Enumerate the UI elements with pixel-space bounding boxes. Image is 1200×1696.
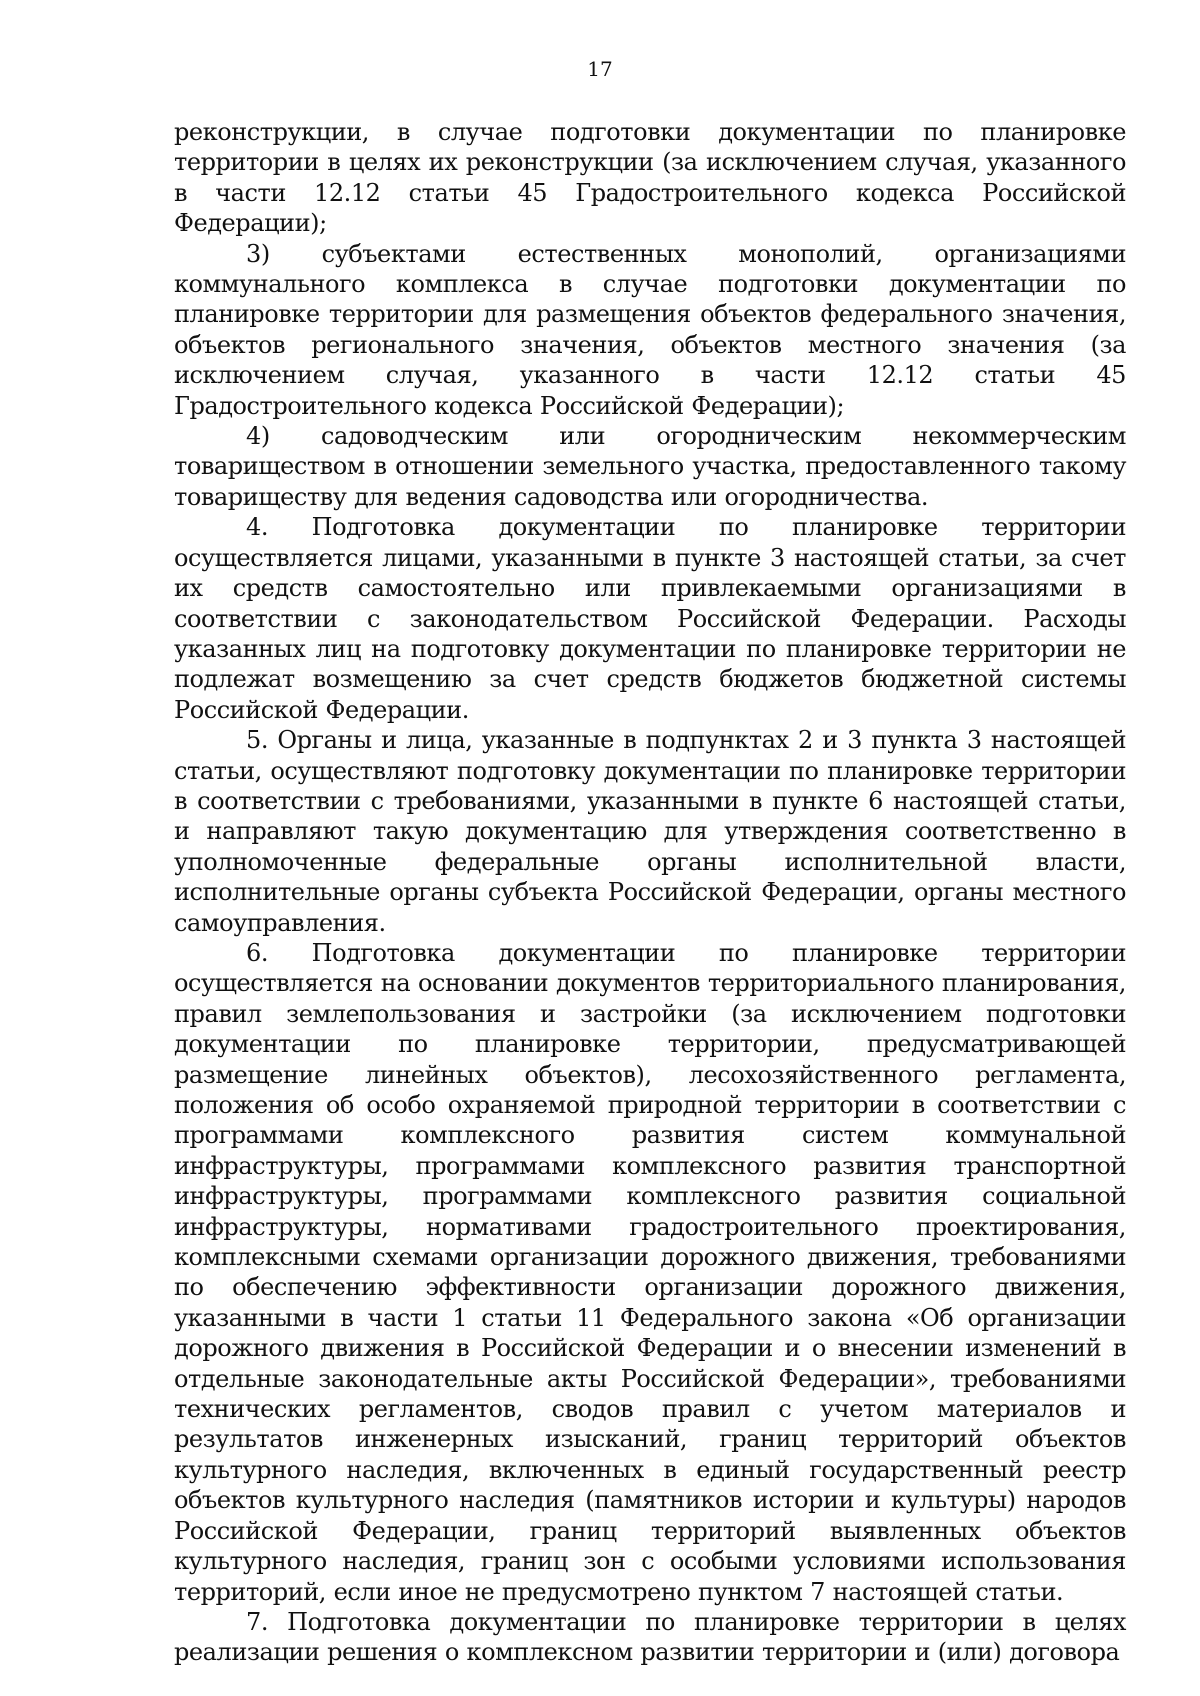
paragraph-clause-4: 4. Подготовка документации по планировке территории осуществляется лицами, указанными в пункте 3 настоящей статьи, за счет их средств самостоятельно или привлекаемыми организациями в соответствии с законодательством Российской Федерации. Расходы указанных лиц на подготовку документации по планировке территории не подлежат возмещению за счет средств бюджетов бюджетной системы Российской Федерации. xyxy=(174,513,1126,724)
paragraph-clause-5: 5. Органы и лица, указанные в подпунктах 2 и 3 пункта 3 настоящей статьи, осуществляют подготовку документации по планировке территории в соответствии с требованиями, указанными в пункте 6 настоящей статьи, и направляют такую документацию для утверждения соответственно в уполномоченные федеральные органы исполнительной власти, исполнительные органы субъекта Российской Федерации, органы местного самоуправления. xyxy=(174,726,1126,937)
page-number: 17 xyxy=(587,57,613,81)
paragraph-clause-6: 6. Подготовка документации по планировке территории осуществляется на основании документов территориального планирования, правил землепользования и застройки (за исключением подготовки документации по планировке территории, предусматривающей размещение линейных объектов), лесохозяйственного регламента, положения об особо охраняемой природной территории в соответствии с программами комплексного развития систем коммунальной инфраструктуры, программами комплексного развития транспортной инфраструктуры, программами комплексного развития социальной инфраструктуры, нормативами градостроительного проектирования, комплексными схемами организации дорожного движения, требованиями по обеспечению эффективности организации дорожного движения, указанными в части 1 статьи 11 Федерального закона «Об организации дорожного движения в Российской Федерации и о внесении изменений в отдельные законодательные акты Российской Федерации», требованиями технических регламентов, сводов правил с учетом материалов и результатов инженерных изысканий, границ территорий объектов культурного наследия, включенных в единый государственный реестр объектов культурного наследия (памятников истории и культуры) народов Российской Федерации, границ территорий выявленных объектов культурного наследия, границ зон с особыми условиями использования территорий, если иное не предусмотрено пунктом 7 настоящей статьи. xyxy=(174,938,1126,1606)
paragraph-item-4: 4) садоводческим или огородническим некоммерческим товариществом в отношении земельного участка, предоставленного такому товариществу для ведения садоводства или огородничества. xyxy=(174,422,1126,511)
paragraph-item-3: 3) субъектами естественных монополий, организациями коммунального комплекса в случае подготовки документации по планировке территории для размещения объектов федерального значения, объектов регионального значения, объектов местного значения (за исключением случая, указанного в части 12.12 статьи 45 Градостроительного кодекса Российской Федерации); xyxy=(174,239,1126,420)
paragraph-continuation: реконструкции, в случае подготовки документации по планировке территории в целях их реконструкции (за исключением случая, указанного в части 12.12 статьи 45 Градостроительного кодекса Российской Федерации); xyxy=(174,118,1126,238)
paragraph-clause-7: 7. Подготовка документации по планировке территории в целях реализации решения о комплексном развитии территории и (или) договора xyxy=(174,1607,1126,1667)
document-body xyxy=(174,117,1126,1668)
